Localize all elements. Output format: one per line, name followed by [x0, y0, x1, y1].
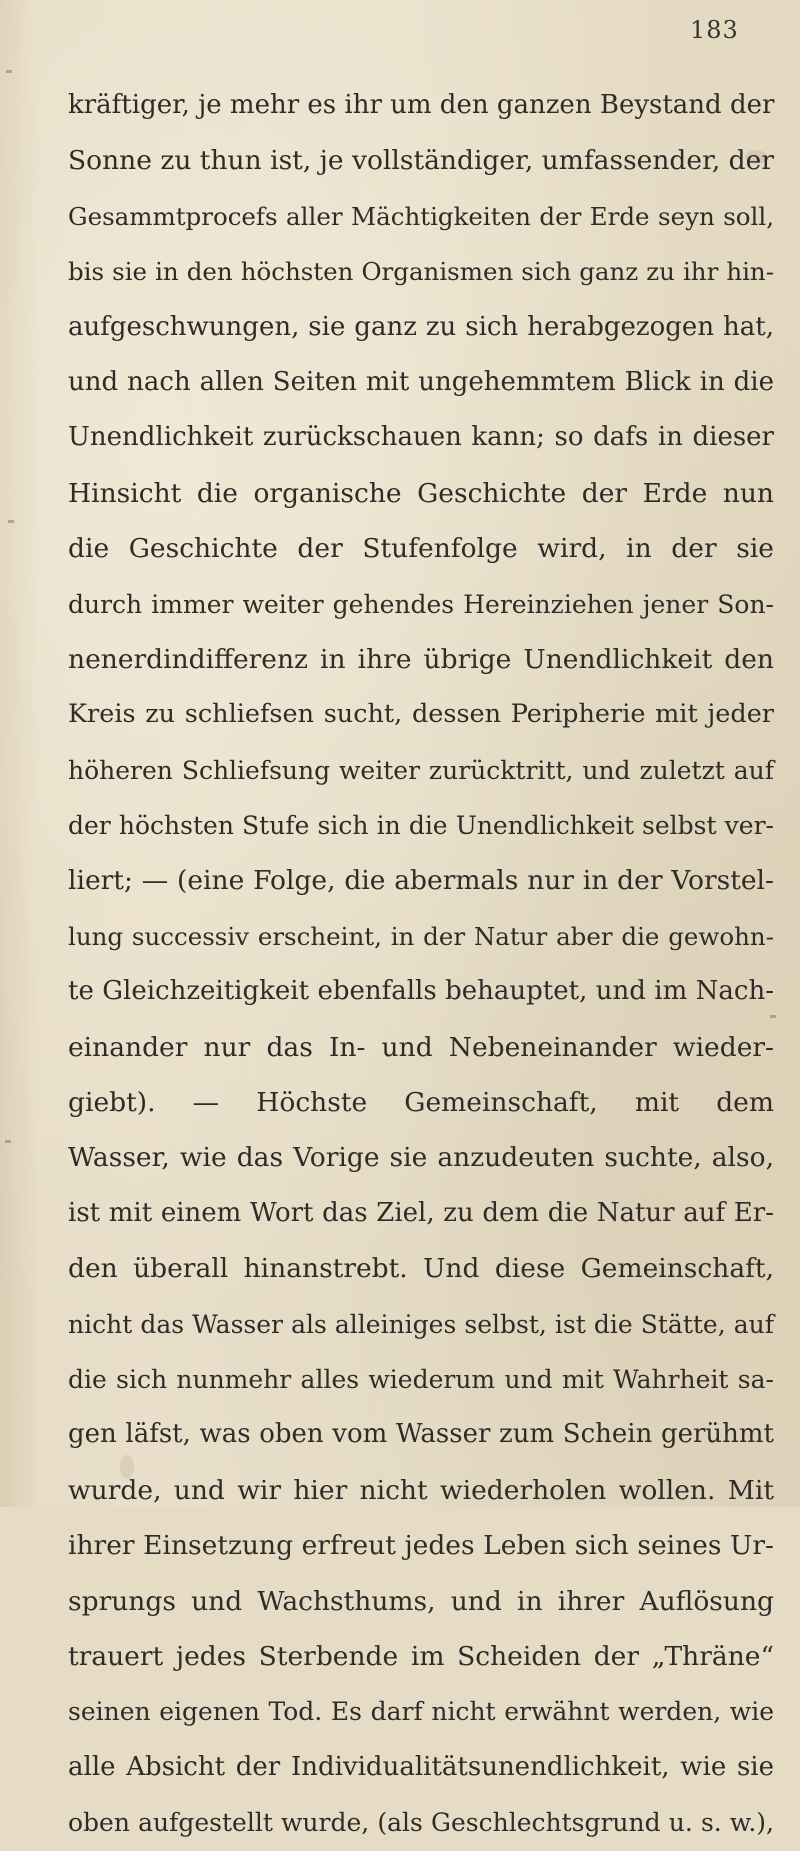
text-line: nicht das Wasser als alleiniges selbst, ist die Stätte, auf	[68, 1309, 774, 1339]
text-line: durch immer weiter gehendes Hereinziehen jener Son-	[68, 589, 774, 619]
text-line: lung successiv erscheint, in der Natur aber die gewohn-	[68, 921, 774, 951]
body-text	[68, 78, 774, 1851]
text-line: giebt). — Höchste Gemeinschaft, mit dem	[68, 1087, 774, 1119]
page-number: 183	[690, 16, 739, 44]
text-line: die Geschichte der Stufenfolge wird, in der sie	[68, 533, 774, 565]
text-line: alle Absicht der Individualitätsunendlichkeit, wie sie	[68, 1751, 774, 1782]
text-line: kräftiger, je mehr es ihr um den ganzen Beystand der	[68, 90, 775, 120]
text-line: oben aufgestellt wurde, (als Geschlechtsgrund u. s. w.),	[68, 1808, 774, 1838]
text-line: liert; — (eine Folge, die abermals nur in der Vorstel-	[68, 865, 774, 897]
text-line: gen läfst, was oben vom Wasser zum Schein gerühmt	[68, 1419, 774, 1450]
text-line: Sonne zu thun ist, je vollständiger, umfassender, der	[68, 145, 774, 177]
text-line: seinen eigenen Tod. Es darf nicht erwähnt werden, wie	[68, 1697, 774, 1727]
margin-mark	[8, 520, 14, 523]
text-line: Gesammtprocefs aller Mächtigkeiten der Erde seyn soll,	[68, 201, 774, 231]
text-line: trauert jedes Sterbende im Scheiden der „Thräne“	[68, 1640, 774, 1672]
text-line: die sich nunmehr alles wiederum und mit Wahrheit sa-	[68, 1364, 774, 1394]
margin-mark	[5, 1140, 11, 1143]
text-line: Hinsicht die organische Geschichte der Erde nun	[68, 477, 774, 509]
text-line: einander nur das In- und Nebeneinander wieder-	[68, 1031, 774, 1063]
text-line: sprungs und Wachsthums, und in ihrer Auflösung	[68, 1585, 774, 1617]
text-line: aufgeschwungen, sie ganz zu sich herabgezogen hat,	[68, 311, 774, 342]
text-line: ist mit einem Wort das Ziel, zu dem die Natur auf Er-	[68, 1197, 774, 1228]
text-line: te Gleichzeitigkeit ebenfalls behauptet, und im Nach-	[68, 976, 774, 1007]
text-line: ihrer Einsetzung erfreut jedes Leben sich seines Ur-	[68, 1530, 774, 1562]
text-line: den überall hinanstrebt. Und diese Gemeinschaft,	[68, 1253, 774, 1285]
text-line: und nach allen Seiten mit ungehemmtem Blick in die	[68, 366, 774, 397]
margin-mark	[6, 70, 12, 73]
text-line: bis sie in den höchsten Organismen sich ganz zu ihr hin-	[68, 257, 774, 287]
text-line: wurde, und wir hier nicht wiederholen wollen. Mit	[68, 1474, 774, 1506]
text-line: nenerdindifferenz in ihre übrige Unendlichkeit den	[68, 643, 774, 675]
text-line: der höchsten Stufe sich in die Unendlichkeit selbst ver-	[68, 811, 774, 841]
text-line: Unendlichkeit zurückschauen kann; so dafs in dieser	[68, 422, 774, 453]
text-line: Wasser, wie das Vorige sie anzudeuten suchte, also,	[68, 1142, 774, 1174]
text-line: höheren Schliefsung weiter zurücktritt, und zuletzt auf	[68, 755, 774, 785]
text-line: Kreis zu schliefsen sucht, dessen Peripherie mit jeder	[68, 699, 774, 730]
